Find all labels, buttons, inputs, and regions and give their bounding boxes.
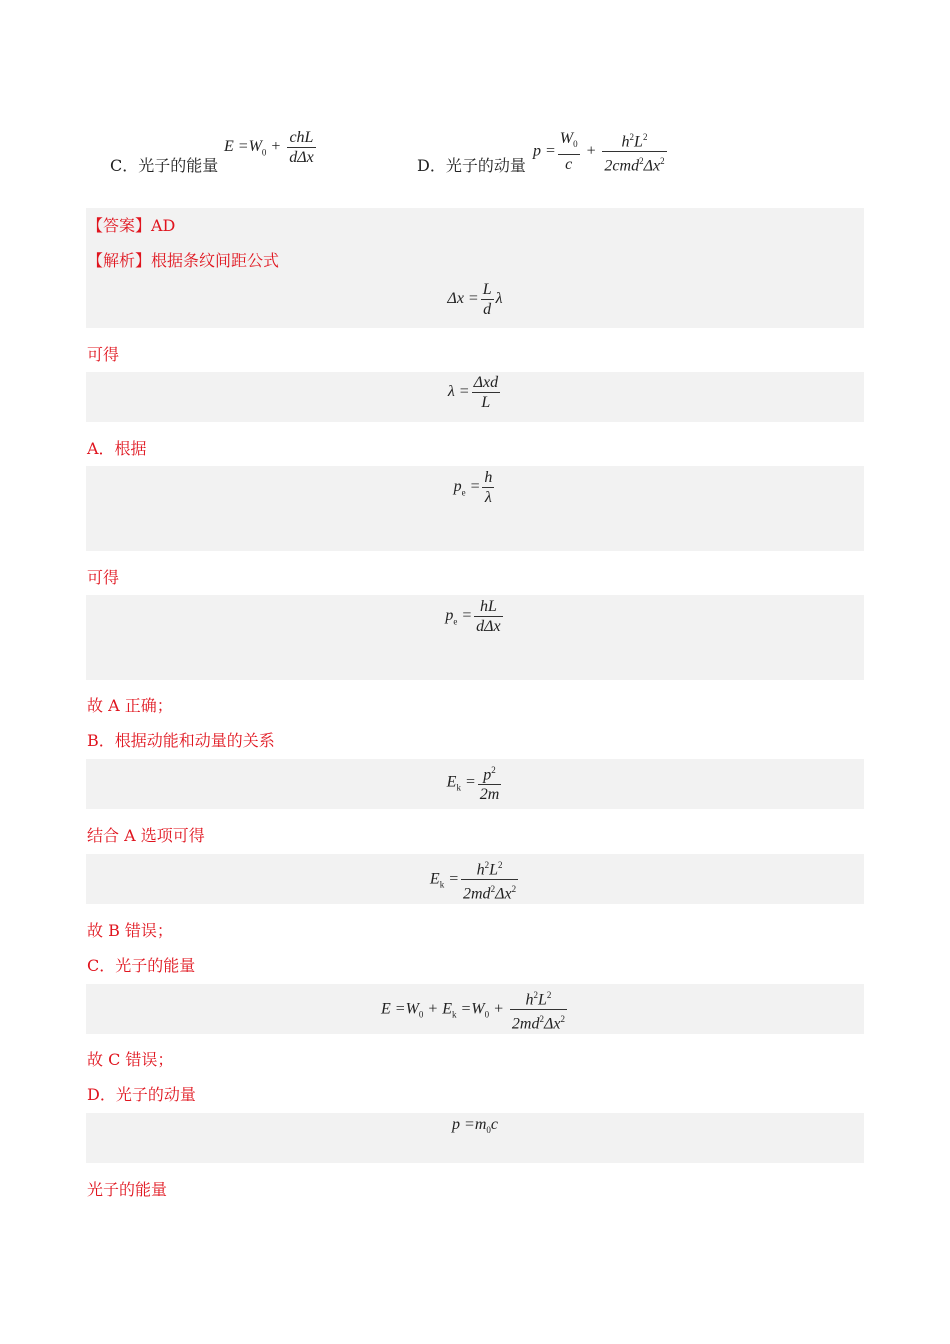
conclusion-a: 故 A 正确； (87, 696, 173, 715)
option-d-equation: p = $\frac{W_0}{c}$ + $\frac{h^2L^2}{2cmd^2\Delta x^2}$ (533, 128, 669, 176)
step-a-label: A．根据 (87, 439, 147, 458)
step-c-label: C．光子的能量 (87, 956, 196, 975)
text-keyi-2: 可得 (87, 568, 120, 587)
analysis-intro: 【解析】根据条纹间距公式 (87, 251, 280, 270)
option-c-label: C．光子的能量 (110, 156, 219, 175)
conclusion-b: 故 B 错误； (87, 921, 173, 940)
equation-ek-full: $E_k$ = $\frac{h^2L^2}{2md^2\Delta x^2}$ (0, 856, 950, 904)
option-d-label: D．光子的动量 (417, 156, 526, 175)
step-b-label: B．根据动能和动量的关系 (87, 731, 275, 750)
equation-photon-energy: $E =W_0 + E_k =W_0$ + $\frac{h^2L^2}{2md^2\Delta x^2}$ (0, 986, 950, 1034)
equation-ek-p: $E_k$ = $\frac{p^2}{2m}$ (0, 761, 950, 804)
answer-line: 【答案】AD (87, 216, 176, 235)
step-d-label: D．光子的动量 (87, 1085, 196, 1104)
equation-pe-h-lambda: $p_e$ = $\frac{h}{\lambda}$ (453, 469, 493, 506)
equation-fringe-spacing: Δx = $\frac{L}{d}$ λ (447, 281, 503, 318)
option-c-equation: $E =W_0$ + $\frac{\text{chL}}{\text{dΔx}}$ (224, 129, 314, 166)
equation-photon-momentum: $p =m_0c$ (452, 1116, 498, 1136)
equation-lambda: λ = $\frac{\text{Δxd}}{L}$ (447, 374, 499, 411)
equation-pe-hl: $p_e$ = $\frac{hL}{\text{dΔx}}$ (445, 598, 501, 635)
conclusion-c: 故 C 错误； (87, 1050, 174, 1069)
text-combine: 结合 A 选项可得 (87, 826, 205, 845)
text-photon-energy: 光子的能量 (87, 1180, 168, 1199)
text-keyi-1: 可得 (87, 345, 120, 364)
